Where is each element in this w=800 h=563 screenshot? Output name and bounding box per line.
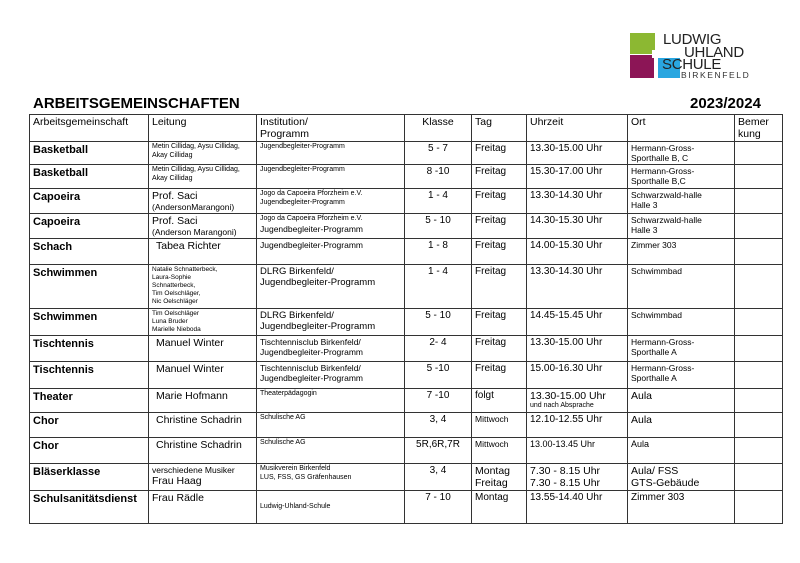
col-header-leitung: Leitung xyxy=(149,115,257,142)
institution-cell: DLRG Birkenfeld/ Jugendbegleiter-Programm xyxy=(257,265,405,309)
ort-cell: Hermann-Gross- Sporthalle A xyxy=(628,362,735,389)
uhrzeit-cell: 13.30-15.00 Uhr und nach Absprache xyxy=(527,389,628,413)
leitung-cell: Prof. Saci (AndersonMarangoni) xyxy=(149,189,257,214)
institution-cell: Tischtennisclub Birkenfeld/ Jugendbegleiter-Programm xyxy=(257,336,405,362)
klasse-cell: 7 - 10 xyxy=(405,491,472,524)
ort-cell: Schwimmbad xyxy=(628,309,735,336)
table-row xyxy=(30,413,783,438)
table-row xyxy=(30,464,783,491)
bemerkung-cell xyxy=(735,165,783,189)
ort-cell: Aula xyxy=(628,438,735,464)
uhrzeit-cell: 14.00-15.30 Uhr xyxy=(527,239,628,265)
uhrzeit-cell: 13.30-14.30 Uhr xyxy=(527,189,628,214)
col-header-klasse: Klasse xyxy=(405,115,472,142)
institution-cell: DLRG Birkenfeld/ Jugendbegleiter-Programm xyxy=(257,309,405,336)
tag-cell: Freitag xyxy=(472,239,527,265)
page-title: ARBEITSGEMEINSCHAFTEN xyxy=(33,95,240,112)
ag-name: Capoeira xyxy=(30,189,149,214)
bemerkung-cell xyxy=(735,491,783,524)
table-row xyxy=(30,362,783,389)
col-header-tag: Tag xyxy=(472,115,527,142)
bemerkung-cell xyxy=(735,336,783,362)
uhrzeit-cell: 13.30-15.00 Uhr xyxy=(527,336,628,362)
leitung-cell: Metin Cillidag, Aysu Cillidag, Akay Cillidag xyxy=(149,142,257,165)
leitung-cell: Christine Schadrin xyxy=(149,413,257,438)
logo-text-uhland: UHLAND xyxy=(684,44,744,61)
klasse-cell: 3, 4 xyxy=(405,464,472,491)
logo-notch xyxy=(652,50,660,58)
tag-cell: Freitag xyxy=(472,362,527,389)
bemerkung-cell xyxy=(735,214,783,239)
bemerkung-cell xyxy=(735,362,783,389)
tag-cell: Freitag xyxy=(472,142,527,165)
uhrzeit-cell: 15.30-17.00 Uhr xyxy=(527,165,628,189)
table-row xyxy=(30,239,783,265)
table-row xyxy=(30,142,783,165)
table-row xyxy=(30,189,783,214)
institution-cell: Jogo da Capoeira Pforzheim e.V. Jugendbegleiter-Programm xyxy=(257,189,405,214)
uhrzeit-cell: 12.10-12.55 Uhr xyxy=(527,413,628,438)
bemerkung-cell xyxy=(735,389,783,413)
klasse-cell: 5 - 7 xyxy=(405,142,472,165)
bemerkung-cell xyxy=(735,189,783,214)
leitung-cell: Marie Hofmann xyxy=(149,389,257,413)
institution-cell: Jugendbegleiter-Programm xyxy=(257,239,405,265)
ag-name: Capoeira xyxy=(30,214,149,239)
tag-cell: Freitag xyxy=(472,336,527,362)
table-row xyxy=(30,165,783,189)
bemerkung-cell xyxy=(735,142,783,165)
tag-cell: Freitag xyxy=(472,214,527,239)
tag-cell: Freitag xyxy=(472,189,527,214)
ort-cell: Hermann-Gross- Sporthalle B, C xyxy=(628,142,735,165)
ort-cell: Schwarzwald-halle Halle 3 xyxy=(628,214,735,239)
table-row xyxy=(30,336,783,362)
institution-cell: Tischtennisclub Birkenfeld/ Jugendbegleiter-Programm xyxy=(257,362,405,389)
school-logo xyxy=(630,33,770,83)
ag-name: Basketball xyxy=(30,142,149,165)
institution-cell: Jogo da Capoeira Pforzheim e.V. Jugendbegleiter-Programm xyxy=(257,214,405,239)
ort-cell: Schwimmbad xyxy=(628,265,735,309)
school-year: 2023/2024 xyxy=(690,95,761,112)
leitung-cell: Prof. Saci (Anderson Marangoni) xyxy=(149,214,257,239)
bemerkung-cell xyxy=(735,265,783,309)
uhrzeit-cell: 7.30 - 8.15 Uhr 7.30 - 8.15 Uhr xyxy=(527,464,628,491)
table-row xyxy=(30,309,783,336)
klasse-cell: 1 - 8 xyxy=(405,239,472,265)
ag-name: Schach xyxy=(30,239,149,265)
leitung-cell: Frau Rädle xyxy=(149,491,257,524)
logo-text-birkenfeld: BIRKENFELD xyxy=(681,70,751,80)
ag-table xyxy=(29,114,783,524)
institution-cell: Jugendbegleiter-Programm xyxy=(257,165,405,189)
ort-cell: Hermann-Gross- Sporthalle A xyxy=(628,336,735,362)
col-header-ort: Ort xyxy=(628,115,735,142)
logo-text-ludwig: LUDWIG xyxy=(663,31,722,48)
table-row xyxy=(30,438,783,464)
table-row xyxy=(30,389,783,413)
leitung-cell: verschiedene Musiker Frau Haag xyxy=(149,464,257,491)
tag-cell: Montag xyxy=(472,491,527,524)
ag-name: Schwimmen xyxy=(30,265,149,309)
klasse-cell: 1 - 4 xyxy=(405,189,472,214)
ag-name: Theater xyxy=(30,389,149,413)
klasse-cell: 8 -10 xyxy=(405,165,472,189)
institution-cell: Ludwig-Uhland-Schule xyxy=(257,491,405,524)
ag-name: Schwimmen xyxy=(30,309,149,336)
ort-cell: Zimmer 303 xyxy=(628,491,735,524)
leitung-cell: Tim Oelschläger Luna Bruder Marielle Nieboda xyxy=(149,309,257,336)
klasse-cell: 2- 4 xyxy=(405,336,472,362)
institution-cell: Jugendbegleiter-Programm xyxy=(257,142,405,165)
klasse-cell: 5 -10 xyxy=(405,362,472,389)
bemerkung-cell xyxy=(735,309,783,336)
tag-cell: Freitag xyxy=(472,265,527,309)
table-row xyxy=(30,265,783,309)
tag-cell: folgt xyxy=(472,389,527,413)
klasse-cell: 5 - 10 xyxy=(405,214,472,239)
ort-cell: Aula/ FSS GTS-Gebäude xyxy=(628,464,735,491)
klasse-cell: 5R,6R,7R xyxy=(405,438,472,464)
leitung-cell: Metin Cillidag, Aysu Cillidag, Akay Cillidag xyxy=(149,165,257,189)
tag-cell: Mittwoch xyxy=(472,413,527,438)
klasse-cell: 1 - 4 xyxy=(405,265,472,309)
uhrzeit-cell: 15.00-16.30 Uhr xyxy=(527,362,628,389)
ag-name: Schulsanitätsdienst xyxy=(30,491,149,524)
bemerkung-cell xyxy=(735,413,783,438)
bemerkung-cell xyxy=(735,438,783,464)
institution-cell: Musikverein Birkenfeld LUS, FSS, GS Gräfenhausen xyxy=(257,464,405,491)
ag-name: Tischtennis xyxy=(30,336,149,362)
klasse-cell: 5 - 10 xyxy=(405,309,472,336)
ag-name: Chor xyxy=(30,413,149,438)
klasse-cell: 7 -10 xyxy=(405,389,472,413)
tag-cell: Freitag xyxy=(472,165,527,189)
leitung-cell: Christine Schadrin xyxy=(149,438,257,464)
uhrzeit-cell: 14.30-15.30 Uhr xyxy=(527,214,628,239)
ort-cell: Hermann-Gross- Sporthalle B,C xyxy=(628,165,735,189)
uhrzeit-cell: 13.30-15.00 Uhr xyxy=(527,142,628,165)
ag-name: Basketball xyxy=(30,165,149,189)
tag-cell: Montag Freitag xyxy=(472,464,527,491)
tag-cell: Mittwoch xyxy=(472,438,527,464)
col-header-ag: Arbeitsgemeinschaft xyxy=(30,115,149,142)
ag-name: Chor xyxy=(30,438,149,464)
leitung-cell: Manuel Winter xyxy=(149,362,257,389)
ag-name: Tischtennis xyxy=(30,362,149,389)
uhrzeit-cell: 13.55-14.40 Uhr xyxy=(527,491,628,524)
leitung-cell: Manuel Winter xyxy=(149,336,257,362)
institution-cell: Schulische AG xyxy=(257,413,405,438)
logo-purple-square xyxy=(630,55,654,78)
bemerkung-cell xyxy=(735,239,783,265)
institution-cell: Schulische AG xyxy=(257,438,405,464)
table-header-row xyxy=(30,115,783,142)
bemerkung-cell xyxy=(735,464,783,491)
ag-name: Bläserklasse xyxy=(30,464,149,491)
table-row xyxy=(30,491,783,524)
uhrzeit-cell: 13.00-13.45 Uhr xyxy=(527,438,628,464)
ort-cell: Zimmer 303 xyxy=(628,239,735,265)
uhrzeit-cell: 14.45-15.45 Uhr xyxy=(527,309,628,336)
ort-cell: Aula xyxy=(628,389,735,413)
leitung-cell: Natalie Schnatterbeck, Laura-Sophie Schnatterbeck, Tim Oelschläger, Nic Oelschläger xyxy=(149,265,257,309)
table-row xyxy=(30,214,783,239)
ort-cell: Schwarzwald-halle Halle 3 xyxy=(628,189,735,214)
institution-cell: Theaterpädagogin xyxy=(257,389,405,413)
uhrzeit-cell: 13.30-14.30 Uhr xyxy=(527,265,628,309)
ort-cell: Aula xyxy=(628,413,735,438)
col-header-institution: Institution/ Programm xyxy=(257,115,405,142)
leitung-cell: Tabea Richter xyxy=(149,239,257,265)
klasse-cell: 3, 4 xyxy=(405,413,472,438)
tag-cell: Freitag xyxy=(472,309,527,336)
col-header-uhrzeit: Uhrzeit xyxy=(527,115,628,142)
logo-text-schule: SCHULE xyxy=(662,56,722,73)
col-header-bemerkung: Bemer kung xyxy=(735,115,783,142)
